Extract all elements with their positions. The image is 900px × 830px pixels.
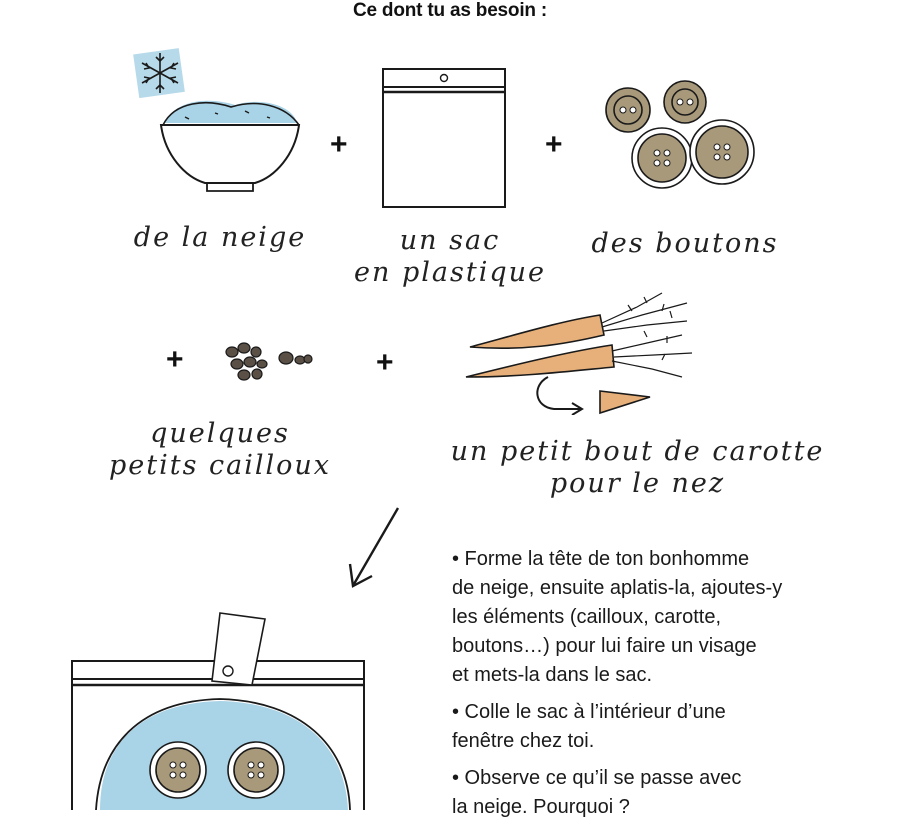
label-bag-line2: en plastique — [354, 257, 546, 288]
step-3: • Observe ce qu’il se passe avec la neige. Pourquoi ? — [452, 767, 742, 818]
label-carrot-line2: pour le nez — [549, 468, 726, 499]
pebbles-icon — [222, 340, 322, 385]
carrots-icon — [462, 285, 702, 415]
snowman-bag-icon — [60, 605, 380, 810]
label-pebbles-line2: petits cailloux — [108, 450, 332, 481]
label-pebbles-line1: quelques — [150, 418, 290, 449]
step-1: • Forme la tête de ton bonhomme de neige, ensuite aplatis-la, ajoutes-y les éléments (cailloux, carotte, boutons…) pour lui faire un visage et mets-la dans le sac. — [452, 548, 783, 686]
label-bag — [340, 225, 560, 289]
buttons-icon — [600, 80, 765, 195]
plus-sign-2: + — [545, 128, 563, 161]
label-carrot — [410, 436, 865, 500]
label-buttons-line1: des boutons — [591, 228, 779, 259]
label-snow — [130, 222, 310, 254]
plus-sign-1: + — [330, 128, 348, 161]
snowflake-icon — [132, 45, 188, 101]
plus-sign-4: + — [376, 346, 394, 379]
page-heading: Ce dont tu as besoin : — [352, 0, 548, 21]
label-pebbles — [90, 418, 350, 482]
label-snow-line1: de la neige — [133, 222, 307, 253]
snow-bowl-icon — [155, 95, 305, 200]
plastic-bag-icon — [380, 65, 510, 210]
step-2: • Colle le sac à l’intérieur d’une fenêtre chez toi. — [452, 701, 726, 752]
arrow-down-left-icon — [340, 500, 410, 595]
label-carrot-line1: un petit bout de carotte — [450, 436, 825, 467]
instructions-list — [452, 545, 882, 830]
label-bag-line1: un sac — [399, 225, 501, 256]
label-buttons — [580, 228, 790, 260]
plus-sign-3: + — [166, 343, 184, 376]
